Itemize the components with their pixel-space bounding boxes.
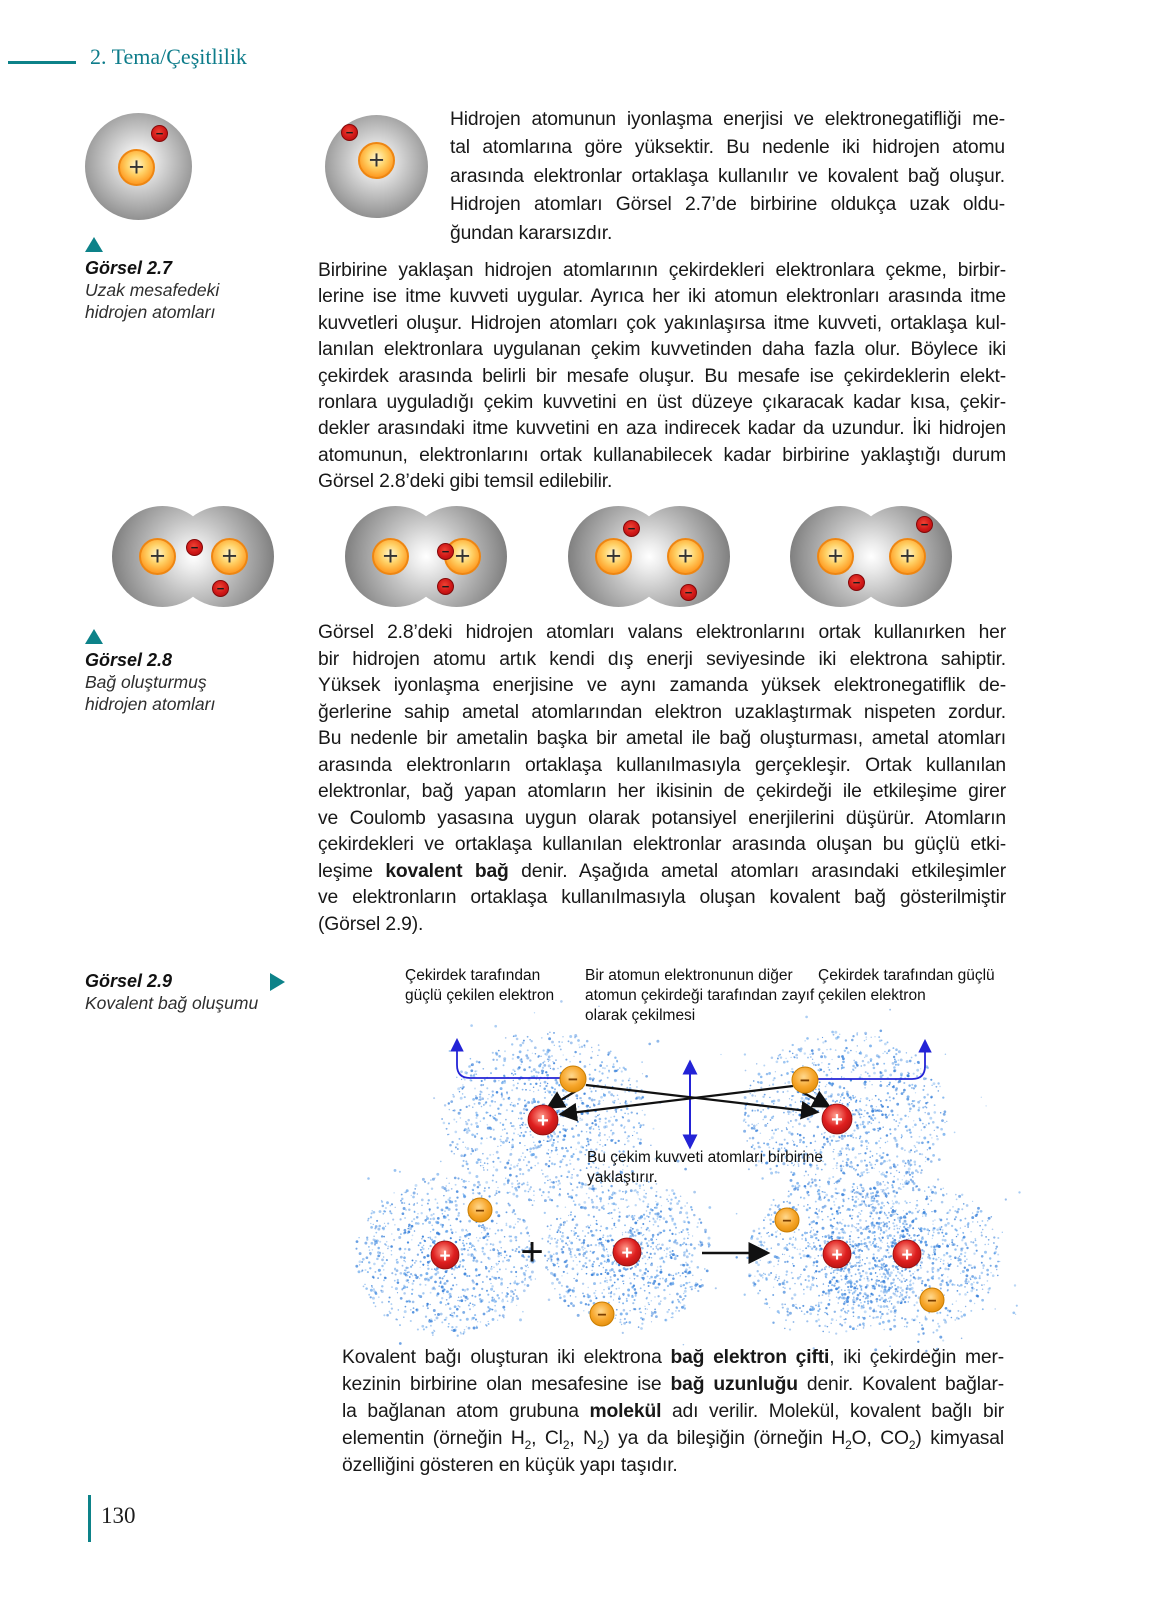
figure-caption-line: Kovalent bağ oluşumu [85,993,259,1013]
minus-sign: − [216,581,225,596]
attraction-arrow [549,1091,576,1107]
minus-sign: − [441,579,450,594]
minus-sign: − [155,126,164,141]
electron-icon [680,584,697,601]
nucleus-icon [211,538,248,575]
plus-sign: + [128,152,145,182]
figure-2-7-caption [85,237,325,323]
nucleus-icon [372,538,409,575]
plus-operator: + [520,1230,544,1274]
electron-icon [920,1288,944,1312]
electron-cloud-right [720,1009,986,1243]
figure-caption-line: Uzak mesafedeki [85,280,220,300]
figure-marker-icon [85,237,103,252]
figure-marker-icon [270,973,285,991]
nucleus-icon [667,538,704,575]
chapter-title: 2. Tema/Çeşitlilik [90,44,247,69]
hydrogen-atom-sphere [325,115,428,218]
minus-sign: − [345,125,354,140]
minus-sign: − [920,517,929,532]
nucleus-icon [823,1240,851,1268]
nucleus-icon [889,538,926,575]
nucleus-icon [118,149,155,186]
plus-sign: + [827,541,844,571]
paragraph-approach: Birbirine yaklaşan hidrojen atomlarının çekirdekleri elektronlara çekme, birbir- lerine ise itme kuvveti uygular. Ayrıca her iki atomun elektronları arasında itme kuvvetleri oluşur. Hidrojen atomları çok yakınlaşırsa itme kuvveti, ortaklaşa kul- lanılan elektronlara uygulanan çekim kuvvetinden daha fazla olur. Böylece iki çekirdek arasında belirli bir mesafe oluşur. Bu mesafe ise çekirdeklerin elekt- ronlara uyguladığı çekim kuvvetini en üst düzeye çıkaracak kadar kısa, çekir- dekler arasındaki itme kuvvetini en aza indirecek kadar da uzundur. İki hidrojen atomunun, elektronlarını ortak kullanabilecek kadar birbirine yaklaştığı durum Görsel 2.8’deki gibi temsil edilebilir. [318,260,1006,493]
bonded-pair [345,506,507,607]
figure-caption-line: hidrojen atomları [85,302,216,322]
paragraph-covalent-bond: Görsel 2.8’deki hidrojen atomları valans elektronlarını ortak kullanırken her bir hidrojen atomu artık kendi dış enerji seviyesinde iki elektrona sahiptir. Yüksek iyonlaşma enerjisine ve aynı zamanda yüksek elektronegatiflik de- ğerlerine sahip ametal atomlarından elektron uzaklaştırmak nispeten zordur. Bu nedenle bir ametalin başka bir ametal ile bağ oluşturması, ametal atomları arasında elektronların ortaklaşa kullanılmasıyla gerçekleşir. Ortak kullanılan elektronlar, bağ yapan atomların her ikisinin de çekirdeği ile etkileşime girer ve Coulomb yasasına uygun olarak potansiyel enerjilerini düşürür. Atomların çekirdekleri ve ortaklaşa kullanılan elektronlar arasında oluşan bu güçlü etki- leşime kovalent bağ denir. Aşağıda ametal atomları arasındaki etkileşimler ve elektronların ortaklaşa kullanılmasıyla oluşan kovalent bağ gösterilmiştir (Görsel 2.9). [318,622,1006,935]
electron-icon [916,516,933,533]
plus-sign: + [221,541,238,571]
minus-sign: − [190,540,199,555]
diagram-label-bottom: Bu çekim kuvveti atomları birbirine yaklaştırır. [587,1149,824,1186]
paragraph-molecule: Kovalent bağı oluşturan iki elektrona bağ elektron çifti, iki çekirdeğin mer- kezinin birbirine olan mesafesine ise bağ uzunluğu denir. Kovalent bağlar- la bağlanan atom grubuna molekül adı verilir. Molekül, kovalent bağlı bir elementin (örneğin $H_2$, $Cl_2$, $N_2$) ya da bileşiğin (örneğin $H_2O$, $CO_2$) kimyasal özelliğini gösteren en küçük yapı taşıdır. [342,1347,1005,1476]
nucleus-icon [139,538,176,575]
minus-sign: − [852,575,861,590]
minus-sign: − [627,521,636,536]
plus-sign: + [382,541,399,571]
diagram-label-center: Bir atomun elektronunun diğer atomun çekirdeği tarafından zayıf olarak çekilmesi [585,967,815,1024]
minus-sign: − [684,585,693,600]
figure-marker-icon [85,629,103,644]
bonded-pair [790,506,952,607]
figure-caption-line: Bağ oluşturmuş [85,672,207,692]
figure-caption-line: hidrojen atomları [85,694,216,714]
figure-2-8-caption [85,629,325,715]
electron-icon [151,125,168,142]
plus-sign: + [454,541,471,571]
nucleus-icon [817,538,854,575]
figure-2-9-covalent-bond-diagram [350,962,1040,1352]
nucleus-icon [595,538,632,575]
electron-icon [186,539,203,556]
electron-icon [590,1302,614,1326]
header-rule [8,61,76,64]
nucleus-icon [528,1105,558,1135]
minus-sign: − [441,544,450,559]
plus-sign: + [368,145,385,175]
electron-icon [792,1067,818,1093]
page-number-rule [88,1495,91,1542]
hydrogen-atom-sphere [85,113,192,220]
electron-icon [437,578,454,595]
bonded-pair [112,506,274,607]
nucleus-icon [893,1240,921,1268]
bonded-pair [568,506,730,607]
label-pointer-arrow [457,1042,572,1078]
diagram-label-left: Çekirdek tarafından güçlü çekilen elektron [405,967,555,1004]
electron-icon [468,1198,492,1222]
electron-icon [560,1066,586,1092]
electron-icon [212,580,229,597]
figure-2-8-bonded-atoms [112,506,952,609]
plus-sign: + [149,541,166,571]
nucleus-icon [358,142,395,179]
electron-icon [775,1208,799,1232]
figure-label: Görsel 2.8 [85,650,173,670]
diagram-label-right: Çekirdek tarafından güçlü çekilen elektron [818,967,995,1004]
nucleus-icon [431,1241,459,1269]
electron-icon [623,520,640,537]
figure-2-9-caption [85,971,325,1014]
plus-sign: + [899,541,916,571]
figure-label: Görsel 2.9 [85,971,173,991]
plus-sign: + [677,541,694,571]
figure-2-7-distant-atoms [85,110,430,222]
nucleus-icon [822,1104,852,1134]
page-number: 130 [101,1503,136,1528]
electron-icon [341,124,358,141]
paragraph-intro: Hidrojen atomunun iyonlaşma enerjisi ve elektronegatifliği me- tal atomlarına göre yüksektir. Bu nedenle iki hidrojen atomu arasında elektronlar ortaklaşa kullanılır ve kovalent bağ oluşur. Hidrojen atomları Görsel 2.7’de birbirine oldukça uzak oldu- ğundan kararsızdır. [450,109,1005,244]
plus-sign: + [605,541,622,571]
electron-icon [848,574,865,591]
figure-label: Görsel 2.7 [85,258,173,278]
nucleus-icon [613,1238,641,1266]
electron-icon [437,543,454,560]
